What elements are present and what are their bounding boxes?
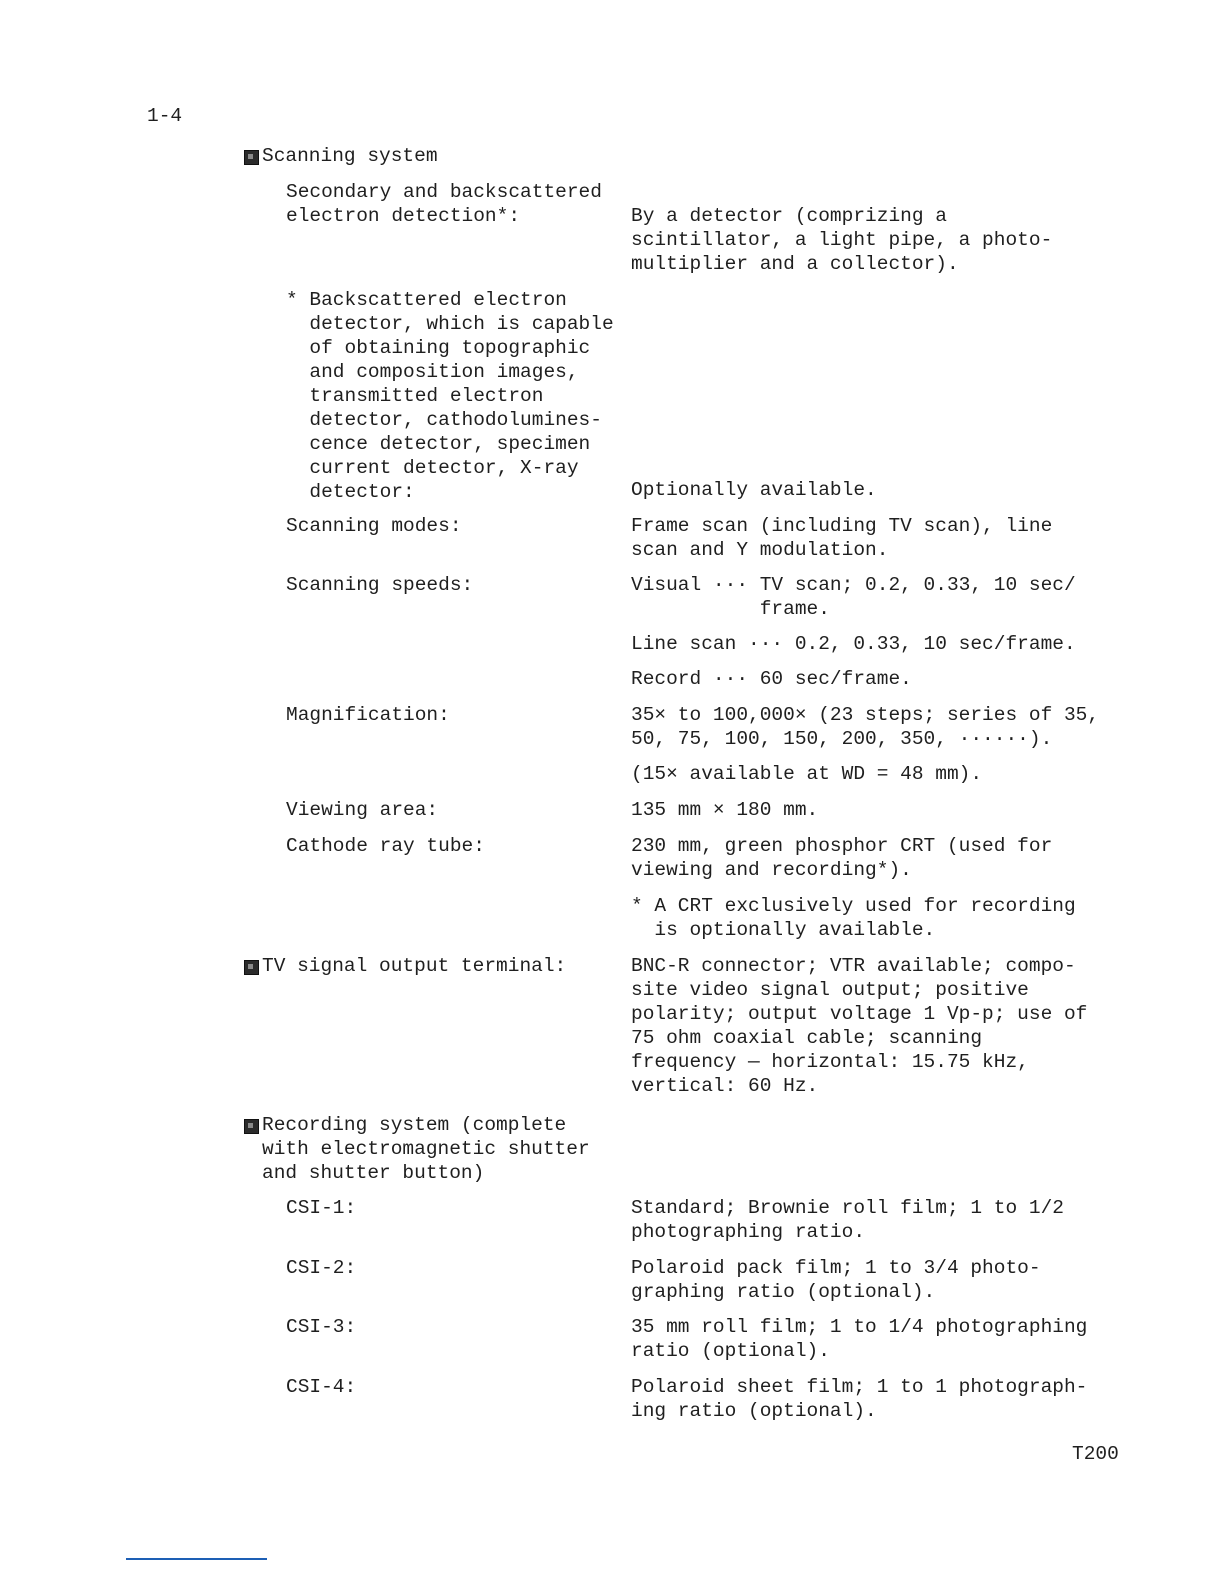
tv-signal-value-line-2: site video signal output; positive <box>631 979 1029 1001</box>
magnification-value-line-2: 50, 75, 100, 150, 200, 350, ······). <box>631 728 1053 750</box>
footnote-label-line-1: * Backscattered electron <box>286 289 567 311</box>
modes-value-line-1: Frame scan (including TV scan), line <box>631 515 1053 537</box>
footnote-label-line-3: of obtaining topographic <box>286 337 591 359</box>
csi-1-label: CSI-1: <box>286 1197 357 1219</box>
magnification-label: Magnification: <box>286 704 450 726</box>
footnote-label-line-6: detector, cathodolumines- <box>286 409 602 431</box>
csi-2-label: CSI-2: <box>286 1257 357 1279</box>
modes-label: Scanning modes: <box>286 515 462 537</box>
magnification-value-line-1: 35× to 100,000× (23 steps; series of 35, <box>631 704 1100 726</box>
csi-3-value-line-1: 35 mm roll film; 1 to 1/4 photographing <box>631 1316 1088 1338</box>
page-number: 1-4 <box>147 105 183 127</box>
tv-signal-value-line-5: frequency — horizontal: 15.75 kHz, <box>631 1051 1029 1073</box>
tv-signal-value-line-1: BNC-R connector; VTR available; compo- <box>631 955 1076 977</box>
footnote-label-line-5: transmitted electron <box>286 385 544 407</box>
footnote-label-line-7: cence detector, specimen <box>286 433 591 455</box>
crt-label: Cathode ray tube: <box>286 835 485 857</box>
speeds-visual-line-1: Visual ··· TV scan; 0.2, 0.33, 10 sec/ <box>631 574 1076 596</box>
section-heading-recording-line-1: Recording system (complete <box>262 1114 567 1136</box>
csi-4-label: CSI-4: <box>286 1376 357 1398</box>
csi-1-value-line-2: photographing ratio. <box>631 1221 866 1243</box>
magnification-note: (15× available at WD = 48 mm). <box>631 763 983 785</box>
csi-4-value-line-2: ing ratio (optional). <box>631 1400 877 1422</box>
section-heading-recording-line-2: with electromagnetic shutter <box>262 1138 590 1160</box>
section-bullet-icon <box>244 1119 259 1134</box>
modes-value-line-2: scan and Y modulation. <box>631 539 889 561</box>
footnote-value: Optionally available. <box>631 479 877 501</box>
detection-value-line-2: scintillator, a light pipe, a photo- <box>631 229 1053 251</box>
csi-2-value-line-2: graphing ratio (optional). <box>631 1281 936 1303</box>
footnote-label-line-8: current detector, X-ray <box>286 457 579 479</box>
tv-signal-value-line-6: vertical: 60 Hz. <box>631 1075 819 1097</box>
section-heading-recording-line-3: and shutter button) <box>262 1162 485 1184</box>
viewing-area-value: 135 mm × 180 mm. <box>631 799 819 821</box>
footer-code: T200 <box>1072 1443 1119 1465</box>
csi-2-value-line-1: Polaroid pack film; 1 to 3/4 photo- <box>631 1257 1041 1279</box>
csi-4-value-line-1: Polaroid sheet film; 1 to 1 photograph- <box>631 1376 1088 1398</box>
section-heading-tv-signal: TV signal output terminal: <box>262 955 567 977</box>
detection-label-line-2: electron detection*: <box>286 205 521 227</box>
detection-value-line-3: multiplier and a collector). <box>631 253 959 275</box>
footnote-label-line-4: and composition images, <box>286 361 579 383</box>
crt-note-line-1: * A CRT exclusively used for recording <box>631 895 1076 917</box>
section-bullet-icon <box>244 150 259 165</box>
csi-3-value-line-2: ratio (optional). <box>631 1340 830 1362</box>
csi-1-value-line-1: Standard; Brownie roll film; 1 to 1/2 <box>631 1197 1064 1219</box>
speeds-line-scan: Line scan ··· 0.2, 0.33, 10 sec/frame. <box>631 633 1076 655</box>
tv-signal-value-line-4: 75 ohm coaxial cable; scanning <box>631 1027 983 1049</box>
tv-signal-value-line-3: polarity; output voltage 1 Vp-p; use of <box>631 1003 1088 1025</box>
viewing-area-label: Viewing area: <box>286 799 439 821</box>
detection-label-line-1: Secondary and backscattered <box>286 181 602 203</box>
section-heading-scanning-system: Scanning system <box>262 145 438 167</box>
csi-3-label: CSI-3: <box>286 1316 357 1338</box>
detection-value-line-1: By a detector (comprizing a <box>631 205 947 227</box>
crt-value-line-2: viewing and recording*). <box>631 859 912 881</box>
footnote-label-line-9: detector: <box>286 481 415 503</box>
speeds-visual-line-2: frame. <box>631 598 830 620</box>
crt-note-line-2: is optionally available. <box>631 919 936 941</box>
footnote-label-line-2: detector, which is capable <box>286 313 614 335</box>
footer-rule <box>126 1558 267 1560</box>
speeds-label: Scanning speeds: <box>286 574 474 596</box>
speeds-record: Record ··· 60 sec/frame. <box>631 668 912 690</box>
crt-value-line-1: 230 mm, green phosphor CRT (used for <box>631 835 1053 857</box>
section-bullet-icon <box>244 960 259 975</box>
